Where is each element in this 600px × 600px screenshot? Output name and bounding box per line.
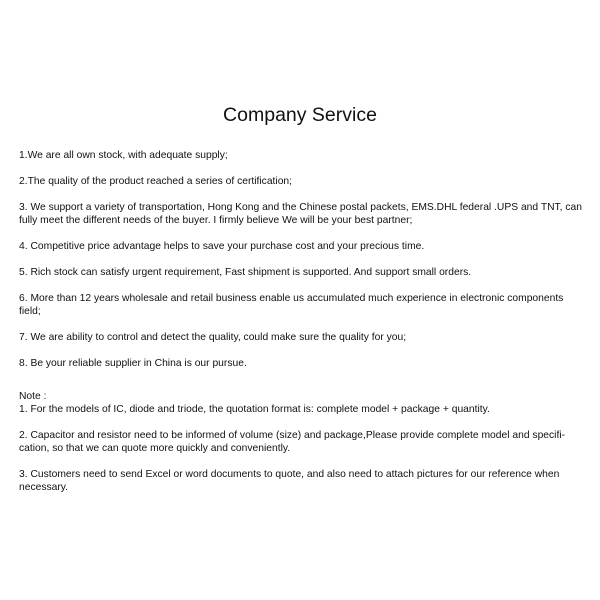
service-item-1: 1.We are all own stock, with adequate supply; xyxy=(19,150,228,161)
note-item-3: 3. Customers need to send Excel or word documents to quote, and also need to attach pictures for our reference when necessary. xyxy=(19,469,560,493)
service-item-7: 7. We are ability to control and detect the quality, could make sure the quality for you; xyxy=(19,332,407,343)
service-list xyxy=(19,149,582,383)
note-item-2: 2. Capacitor and resistor need to be informed of volume (size) and package,Please provide complete model and specifi-cation, so that we can quote more quickly and conveniently. xyxy=(19,430,566,454)
note-item-1: 1. For the models of IC, diode and triode, the quotation format is: complete model + package + quantity. xyxy=(19,404,490,415)
service-item-3: 3. We support a variety of transportation, Hong Kong and the Chinese postal packets, EMS.DHL federal .UPS and TNT, can fully meet the different needs of the buyer. I firmly believe We will be your best partner; xyxy=(19,202,583,226)
service-item-6: 6. More than 12 years wholesale and retail business enable us accumulated much experience in electronic components field; xyxy=(19,293,564,317)
service-item-4: 4. Competitive price advantage helps to save your purchase cost and your precious time. xyxy=(19,241,425,252)
note-heading: Note : xyxy=(19,391,47,402)
notes-section xyxy=(19,390,582,507)
page-title: Company Service xyxy=(223,104,377,126)
service-item-8: 8. Be your reliable supplier in China is our pursue. xyxy=(19,358,247,369)
service-item-5: 5. Rich stock can satisfy urgent requirement, Fast shipment is supported. And support small orders. xyxy=(19,267,472,278)
service-item-2: 2.The quality of the product reached a series of certification; xyxy=(19,176,293,187)
